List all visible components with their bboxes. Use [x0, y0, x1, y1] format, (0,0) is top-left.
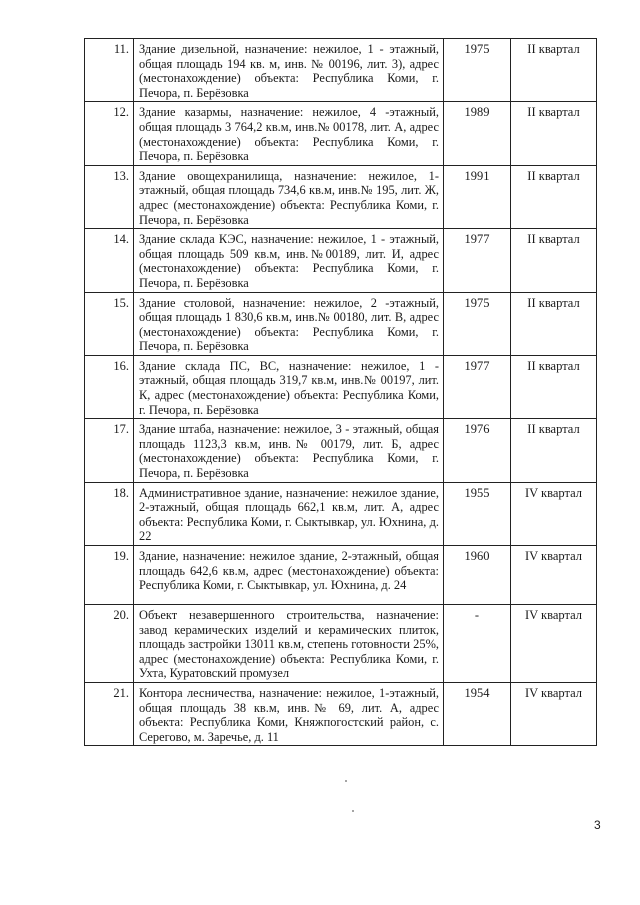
property-description: Контора лесничества, назначение: нежилое, 1-этажный, общая площадь 38 кв.м, инв.№ 69, лит. А, адрес объекта: Республика Коми, Княжпогостский район, с. Серегово, м. Заречье, д. 11 — [134, 682, 444, 745]
sale-quarter: IV квартал — [511, 546, 597, 605]
row-number: 19. — [85, 546, 134, 605]
table-row — [85, 229, 597, 292]
property-description: Здание склада КЭС, назначение: нежилое, 1 - этажный, общая площадь 509 кв.м, инв.№00189, лит. И, адрес (местонахождение) объекта: Республика Коми, г. Печора, п. Берёзовка — [134, 229, 444, 292]
property-description: Здание овощехранилища, назначение: нежилое, 1-этажный, общая площадь 734,6 кв.м, инв.№ 195, лит. Ж, адрес (местонахождение) объекта: Республика Коми, г. Печора, п. Берёзовка — [134, 165, 444, 228]
table-body — [85, 39, 597, 746]
property-description: Здание, назначение: нежилое здание, 2-этажный, общая площадь 642,6 кв.м, адрес (местонахождение) объекта: Республика Коми, г. Сыктывкар, ул. Юхнина, д. 24 — [134, 546, 444, 605]
property-description: Здание склада ПС, ВС, назначение: нежилое, 1 - этажный, общая площадь 319,7 кв.м, инв.№ 00197, лит. К, адрес (местонахождение) объекта: Республика Коми, г. Печора, п. Берёзовка — [134, 355, 444, 418]
property-table — [84, 38, 597, 746]
sale-quarter: II квартал — [511, 165, 597, 228]
page-number: 3 — [594, 818, 601, 832]
table-row — [85, 355, 597, 418]
property-description: Административное здание, назначение: нежилое здание, 2-этажный, общая площадь 662,1 кв.м, лит. А, адрес объекта: Республика Коми, г. Сыктывкар, ул. Юхнина, д. 22 — [134, 482, 444, 545]
sale-quarter: II квартал — [511, 292, 597, 355]
construction-year: 1976 — [444, 419, 511, 482]
construction-year: 1955 — [444, 482, 511, 545]
construction-year: 1954 — [444, 682, 511, 745]
row-number: 15. — [85, 292, 134, 355]
construction-year: 1989 — [444, 102, 511, 165]
construction-year: 1975 — [444, 39, 511, 102]
sale-quarter: II квартал — [511, 355, 597, 418]
table-row — [85, 39, 597, 102]
property-description: Здание штаба, назначение: нежилое, 3 - этажный, общая площадь 1123,3 кв.м, инв.№ 00179, лит. Б, адрес (местонахождение) объекта: Республика Коми, г. Печора, п. Берёзовка — [134, 419, 444, 482]
table-row — [85, 482, 597, 545]
scan-speck — [352, 810, 354, 812]
row-number: 18. — [85, 482, 134, 545]
property-description: Объект незавершенного строительства, назначение: завод керамических изделий и керамических плиток, площадь застройки 13011 кв.м, степень готовности 25%, адрес (местонахождение) объекта: Республика Коми, г. Ухта, Куратовский промузел — [134, 605, 444, 683]
row-number: 14. — [85, 229, 134, 292]
construction-year: 1960 — [444, 546, 511, 605]
sale-quarter: IV квартал — [511, 482, 597, 545]
table-row — [85, 682, 597, 745]
construction-year: - — [444, 605, 511, 683]
row-number: 17. — [85, 419, 134, 482]
sale-quarter: IV квартал — [511, 605, 597, 683]
sale-quarter: II квартал — [511, 419, 597, 482]
construction-year: 1975 — [444, 292, 511, 355]
scan-speck — [345, 780, 347, 782]
table-row — [85, 605, 597, 683]
construction-year: 1991 — [444, 165, 511, 228]
row-number: 11. — [85, 39, 134, 102]
property-description: Здание казармы, назначение: нежилое, 4 -этажный, общая площадь 3 764,2 кв.м, инв.№ 00178, лит. А, адрес (местонахождение) объекта: Республика Коми, г. Печора, п. Берёзовка — [134, 102, 444, 165]
row-number: 16. — [85, 355, 134, 418]
table-row — [85, 102, 597, 165]
table-row — [85, 546, 597, 605]
row-number: 20. — [85, 605, 134, 683]
sale-quarter: II квартал — [511, 102, 597, 165]
sale-quarter: IV квартал — [511, 682, 597, 745]
row-number: 13. — [85, 165, 134, 228]
table-row — [85, 292, 597, 355]
sale-quarter: II квартал — [511, 229, 597, 292]
row-number: 21. — [85, 682, 134, 745]
property-description: Здание дизельной, назначение: нежилое, 1 - этажный, общая площадь 194 кв. м, инв. № 00196, лит. 3), адрес (местонахождение) объекта: Республика Коми, г. Печора, п. Берёзовка — [134, 39, 444, 102]
sale-quarter: II квартал — [511, 39, 597, 102]
property-description: Здание столовой, назначение: нежилое, 2 -этажный, общая площадь 1 830,6 кв.м, инв.№ 00180, лит. В, адрес (местонахождение) объекта: Республика Коми, г. Печора, п. Берёзовка — [134, 292, 444, 355]
row-number: 12. — [85, 102, 134, 165]
table-row — [85, 419, 597, 482]
construction-year: 1977 — [444, 355, 511, 418]
table-row — [85, 165, 597, 228]
construction-year: 1977 — [444, 229, 511, 292]
